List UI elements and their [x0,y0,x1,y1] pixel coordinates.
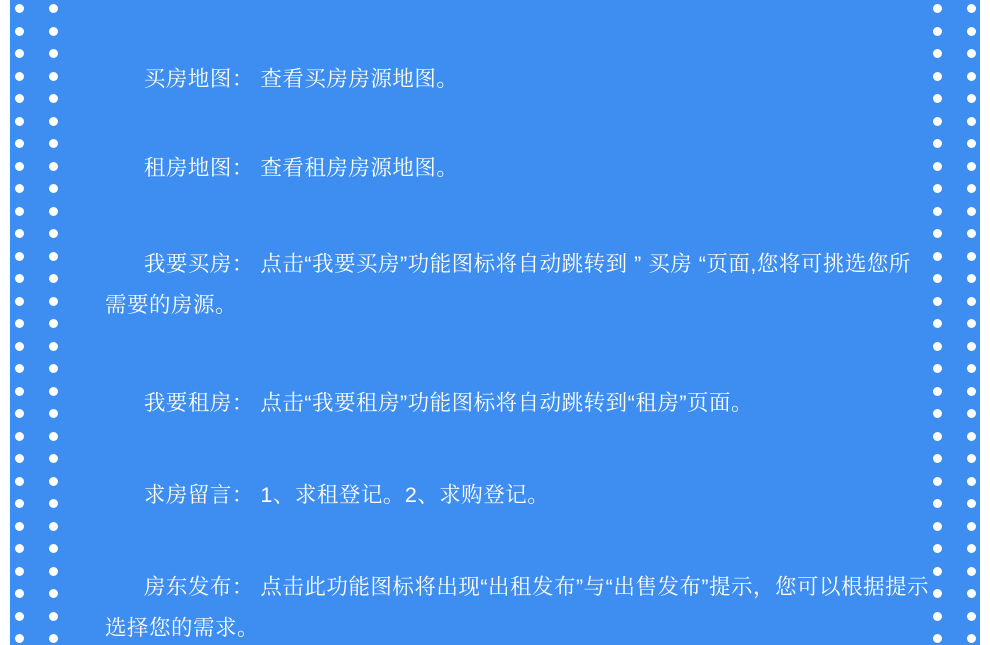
perforation-dot [15,387,24,396]
perforation-dot [15,207,24,216]
perforation-dot [967,252,976,261]
perforation-dot [967,27,976,36]
perforation-dot [15,567,24,576]
perforation-dot [967,117,976,126]
perforation-dot [49,477,58,486]
perforation-dot [49,634,58,643]
perforation-dot [933,612,942,621]
perforation-dot [933,139,942,148]
perforation-dot [49,117,58,126]
perforation-dot [15,94,24,103]
perforation-dot [933,319,942,328]
perforation-dot [967,364,976,373]
perforation-dot [15,612,24,621]
perforation-dot [15,589,24,598]
perforation-dot [15,342,24,351]
perforation-dot [15,27,24,36]
entry-separator: ： [231,156,254,180]
perforation-dot [15,432,24,441]
perforation-dot [15,319,24,328]
perforation-dot [933,117,942,126]
perforation-dot [49,342,58,351]
perforation-dot [967,184,976,193]
perforation-dot [933,27,942,36]
perforation-dot [933,567,942,576]
perforation-dot [967,522,976,531]
perforation-dot [933,162,942,171]
perforation-dot [967,544,976,553]
perforation-dot [15,162,24,171]
list-item [105,526,930,645]
perforation-dot [15,72,24,81]
perforation-dot [933,544,942,553]
perforation-dot [49,319,58,328]
perforation-dot [933,522,942,531]
perforation-dot [49,274,58,283]
perforation-dots-outer-right [930,0,944,645]
entry-term: 求房留言 [143,483,232,507]
perforation-dot [967,4,976,13]
perforation-dot [933,297,942,306]
perforation-dot [15,522,24,531]
perforation-dot [49,387,58,396]
perforation-dot [49,567,58,576]
perforation-dot [49,94,58,103]
perforation-dot [967,297,976,306]
perforation-dot [15,4,24,13]
entry-term: 我要买房 [143,252,232,276]
entry-term: 买房地图 [143,67,232,91]
perforation-dot [933,432,942,441]
perforation-dot [933,387,942,396]
perforation-dot [967,319,976,328]
perforation-dot [49,72,58,81]
perforation-dot [967,477,976,486]
perforation-dot [933,454,942,463]
left-edge-strip [0,0,10,645]
perforation-dot [933,184,942,193]
perforation-dot [933,229,942,238]
perforation-dot [967,229,976,238]
perforation-dot [15,297,24,306]
perforation-dot [967,432,976,441]
perforation-dot [15,139,24,148]
perforation-dot [15,229,24,238]
entry-description: 点击此功能图标将出现“出租发布”与“出售发布”提示，您可以根据提示选择您的需求。 [105,575,930,640]
perforation-dot [967,162,976,171]
perforation-dot [933,49,942,58]
perforation-dot [49,207,58,216]
perforation-dots-outer-left [46,0,60,645]
perforation-dot [933,634,942,643]
perforation-dot [967,72,976,81]
perforation-dot [933,4,942,13]
perforation-dot [933,364,942,373]
perforation-dot [49,432,58,441]
perforation-dot [49,229,58,238]
perforation-dot [967,342,976,351]
perforation-dot [933,477,942,486]
perforation-dot [49,4,58,13]
perforation-dot [15,477,24,486]
perforation-dot [967,589,976,598]
perforation-dot [49,297,58,306]
entry-description: 点击“我要租房”功能图标将自动跳转到“租房”页面。 [260,391,754,415]
perforation-dot [933,589,942,598]
perforation-dot [967,499,976,508]
perforation-dots-inner-right [964,0,978,645]
entry-separator: ： [231,391,254,415]
perforation-dot [49,49,58,58]
entries-list [105,0,930,645]
entry-term: 房东发布 [143,575,232,599]
entry-term: 我要租房 [143,391,232,415]
perforation-dot [967,49,976,58]
perforation-dot [967,139,976,148]
perforation-dot [15,117,24,126]
perforation-dot [967,454,976,463]
perforation-dot [49,409,58,418]
perforation-dot [15,274,24,283]
perforation-dot [933,409,942,418]
entry-separator: ： [231,575,254,599]
perforation-dot [49,499,58,508]
perforation-dot [933,342,942,351]
entry-description: 1、求租登记。2、求购登记。 [260,483,550,507]
perforation-dot [967,612,976,621]
perforation-dot [15,544,24,553]
entry-separator: ： [231,252,254,276]
perforation-dot [15,409,24,418]
perforation-dot [49,589,58,598]
entry-separator: ： [231,483,254,507]
perforation-dot [967,387,976,396]
perforation-dot [933,207,942,216]
perforation-dot [967,409,976,418]
perforation-dot [49,544,58,553]
perforation-dot [933,252,942,261]
entry-description: 点击“我要买房”功能图标将自动跳转到 ” 买房 “页面,您将可挑选您所需要的房源。 [105,252,911,317]
perforation-dot [933,274,942,283]
perforation-dot [15,634,24,643]
perforation-dot [15,454,24,463]
perforation-dot [49,252,58,261]
perforation-dot [49,139,58,148]
perforation-dot [967,567,976,576]
perforation-dot [49,454,58,463]
perforation-dot [967,94,976,103]
perforation-dot [49,27,58,36]
perforation-dot [49,612,58,621]
perforation-dot [15,252,24,261]
perforation-dot [967,207,976,216]
entry-description: 查看买房房源地图。 [260,67,459,91]
perforation-dot [49,522,58,531]
perforation-dot [49,184,58,193]
entry-description: 查看租房房源地图。 [260,156,459,180]
entry-separator: ： [231,67,254,91]
perforation-dot [967,634,976,643]
perforation-dot [49,162,58,171]
perforation-dot [967,274,976,283]
perforation-dots-inner-left [12,0,26,645]
perforation-dot [933,72,942,81]
perforation-dot [933,499,942,508]
right-edge-strip [980,0,990,645]
perforation-dot [15,499,24,508]
perforation-dot [15,184,24,193]
perforation-dot [49,364,58,373]
perforation-dot [933,94,942,103]
entry-term: 租房地图 [143,156,232,180]
perforation-dot [15,49,24,58]
perforation-dot [15,364,24,373]
